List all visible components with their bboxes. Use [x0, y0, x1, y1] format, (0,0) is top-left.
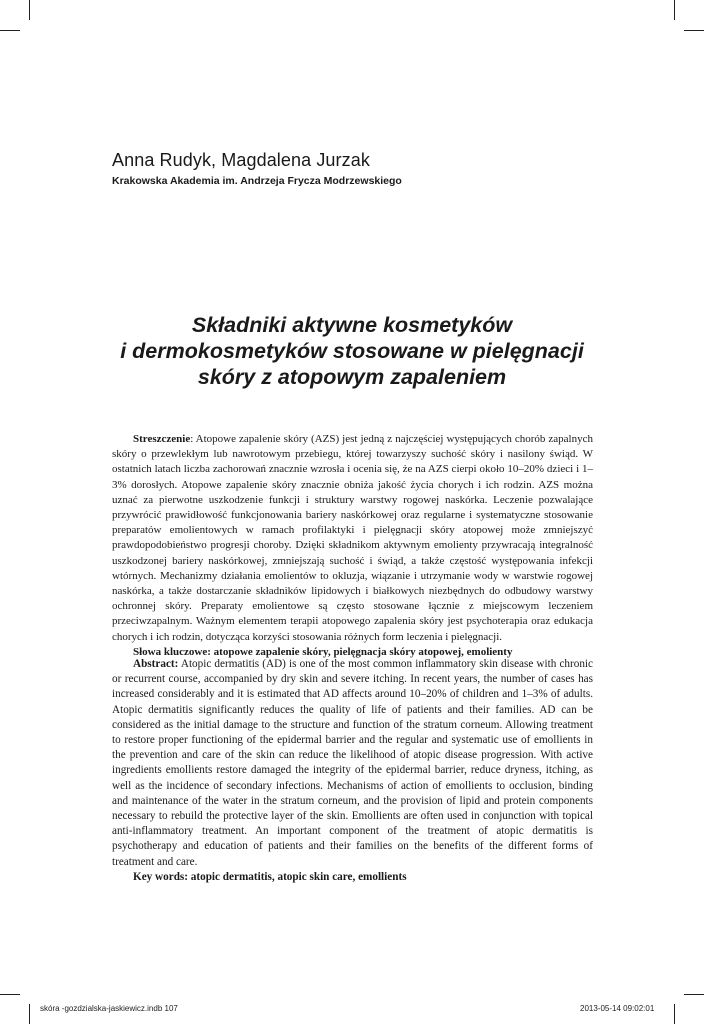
crop-mark-top-right-v	[674, 0, 675, 20]
polish-abstract-body	[112, 432, 593, 645]
affiliation: Krakowska Akademia im. Andrzeja Frycza Modrzewskiego	[112, 175, 402, 187]
english-keywords: Key words: atopic dermatitis, atopic skin care, emollients	[133, 870, 407, 883]
crop-mark-bottom-left-v	[29, 1004, 30, 1024]
polish-abstract-label: Streszczenie	[133, 433, 191, 445]
title-line-3: skóry z atopowym zapaleniem	[197, 365, 507, 389]
footer-file: skóra -gozdzialska-jaskiewicz.indb 107	[40, 1004, 178, 1013]
crop-mark-top-left-h	[0, 30, 20, 31]
title-line-1: Składniki aktywne kosmetyków	[191, 313, 513, 337]
footer-timestamp: 2013-05-14 09:02:01	[580, 1004, 655, 1013]
crop-mark-top-left-v	[29, 0, 30, 20]
title-line-2: i dermokosmetyków stosowane w pielęgnacji	[120, 339, 584, 363]
crop-mark-bottom-left-h	[0, 994, 20, 995]
polish-abstract	[112, 432, 593, 660]
polish-abstract-text: : Atopowe zapalenie skóry (AZS) jest jedną z najczęściej występujących chorób zapalnych skóry o przewlekłym lub nawrotowym przebiegu, której towarzyszy suchość skóry i nasilony świąd. W ostatnich latach liczba zachorowań znacznie wzrosła i ocenia się, że na AZS cierpi około 10–20% dzieci i 1–3% dorosłych. Atopowe zapalenie skóry znacznie obniża jakość życia chorych i ich rodzin. AZS można uznać za pierwotne uszkodzenie funkcji i struktury warstwy rogowej naskórka. Leczenie pozwalające przywrócić prawidłowość funkcjonowania bariery naskórkowej oraz regularne i systematyczne stosowanie preparatów emolientowych w ramach profilaktyki i pielęgnacji skóry atopowej może zmniejszyć prawdopodobieństwo progresji choroby. Dzięki składnikom aktywnym emolienty przywracają integralność uszkodzonej bariery naskórkowej, zmniejszają suchość i świąd, a także częstość występowania infekcji wtórnych. Mechanizmy działania emolientów to okluzja, wiązanie i utrzymanie wody w warstwie rogowej naskórka, a także dostarczanie składników lipidowych i białkowych niezbędnych do odbudowy warstwy ochronnej skóry. Preparaty emolientowe są często stosowane łącznie z miejscowym leczeniem przeciwzapalnym. Ważnym elementem terapii atopowego zapalenia skóry jest psychoterapia oraz edukacja chorych i ich rodzin, dotycząca korzyści stosowania różnych form leczenia i pielęgnacji.	[112, 433, 593, 643]
crop-mark-bottom-right-v	[674, 1004, 675, 1024]
polish-keywords: Słowa kluczowe: atopowe zapalenie skóry, pielęgnacja skóry atopowej, emolienty	[133, 645, 513, 658]
crop-mark-top-right-h	[684, 30, 704, 31]
article-title	[80, 312, 624, 390]
english-abstract	[112, 657, 593, 885]
english-abstract-text: Atopic dermatitis (AD) is one of the most common inflammatory skin disease with chronic or recurrent course, accompanied by dry skin and severe itching. In recent years, the number of cases has increased considerably and it is estimated that AD affects around 10–20% of children and 1–3% of adults. Atopic dermatitis significantly reduces the quality of life of patients and their families. AD can be considered as the initial damage to the structure and function of the stratum corneum. Allowing treatment to restore proper functioning of the epidermal barrier and the regular and systematic use of emollients in the prevention and care of the skin can reduce the likelihood of atopic disease progression. With active ingredients emollients restore damaged the integrity of the epidermal barrier, reduce dryness, itching, as well as the incidence of secondary infections. Mechanisms of action of emollients to occlusion, binding and maintenance of the water in the stratum corneum, and the provision of lipid and protein components necessary to rebuild the protective layer of the skin. Emollients are often used in conjunction with topical anti-inflammatory treatment. An important component of the treatment of atopic dermatitis is psychotherapy and education of patients and their families on the benefits of the different forms of treatment and care.	[112, 658, 593, 868]
authors: Anna Rudyk, Magdalena Jurzak	[112, 150, 370, 170]
crop-mark-bottom-right-h	[684, 994, 704, 995]
english-abstract-label: Abstract:	[133, 658, 179, 670]
english-abstract-body	[112, 657, 593, 870]
